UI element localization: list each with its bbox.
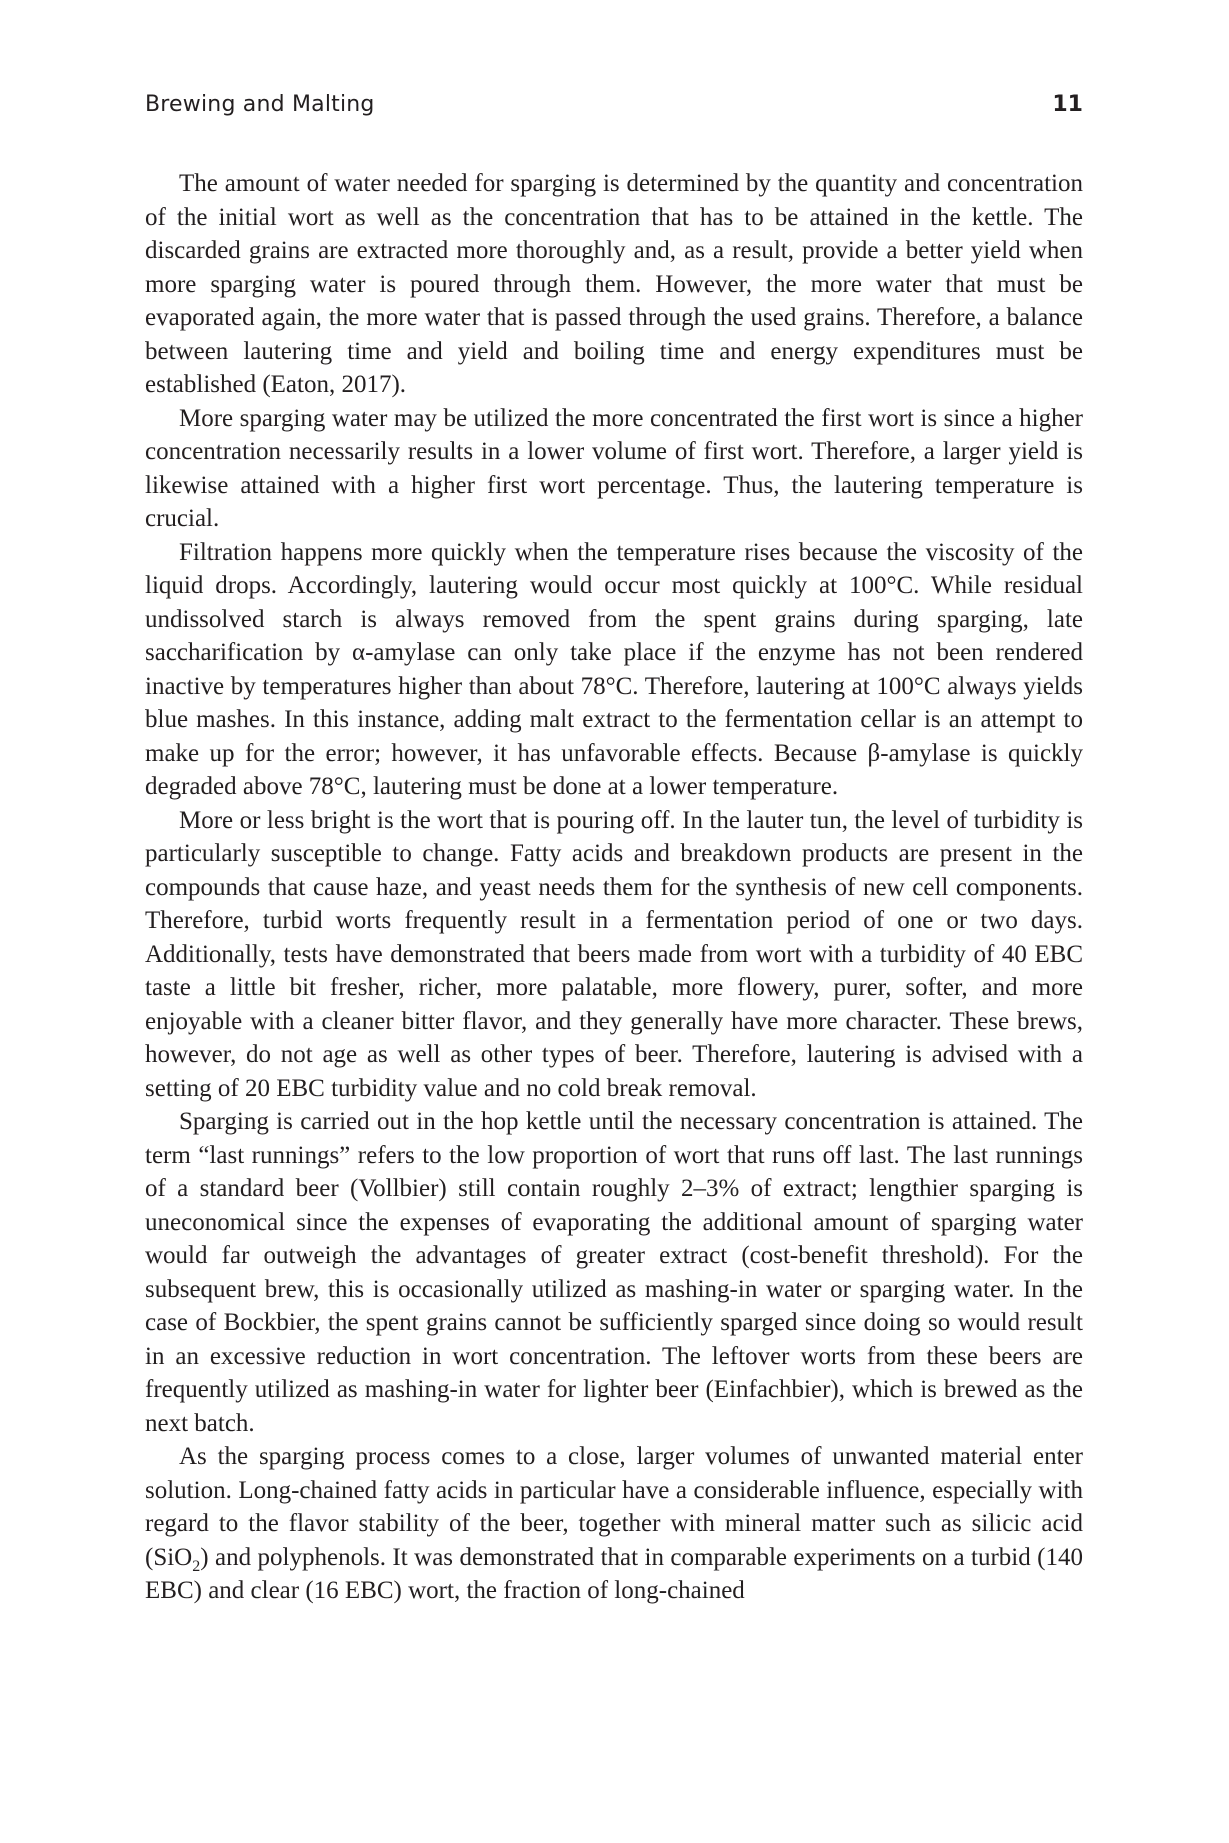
text-segment: ) and polyphenols. It was demonstrated that in comparable experiments on a turbid (140 EBC) and clear (16 EBC) wort, the fraction of long-chained [145,1543,1083,1604]
page-number: 11 [1052,92,1083,117]
paragraph: More sparging water may be utilized the more concentrated the first wort is since a higher concentration necessarily results in a lower volume of first wort. Therefore, a larger yield is likewise attained with a higher first wort percentage. Thus, the lautering temperature is crucial. [145,404,1083,532]
paragraph: The amount of water needed for sparging is determined by the quantity and concentration of the initial wort as well as the concentration that has to be attained in the kettle. The discarded grains are extracted more thoroughly and, as a result, provide a better yield when more sparging water is poured through them. However, the more water that must be evaporated again, the more water that is passed through the used grains. Therefore, a balance between lautering time and yield and boiling time and energy expenditures must be established (Eaton, 2017). [145,170,1083,398]
body-text [145,167,1083,1608]
paragraph-last [145,1440,1083,1608]
paragraph: Filtration happens more quickly when the temperature rises because the viscosity of the liquid drops. Accordingly, lautering would occur most quickly at 100°C. While residual undissolved starch is always removed from the spent grains during sparging, late saccharification by α-amylase can only take place if the enzyme has not been rendered inactive by temperatures higher than about 78°C. Therefore, lautering at 100°C always yields blue mashes. In this instance, adding malt extract to the fermentation cellar is an attempt to make up for the error; however, it has unfavorable effects. Because β-amylase is quickly degraded above 78°C, lautering must be done at a lower temperature. [145,538,1083,800]
running-title: Brewing and Malting [145,92,375,117]
subscript: 2 [192,1557,201,1575]
text-segment: As the sparging process comes to a close, larger volumes of unwanted material enter solution. Long-chained fatty acids in particular have a considerable influence, especially with regard to the flavor stability of the beer, together with mineral matter such as silicic acid (SiO [145,1443,1083,1571]
paragraph: More or less bright is the wort that is pouring off. In the lauter tun, the level of turbidity is particularly susceptible to change. Fatty acids and breakdown products are present in the compounds that cause haze, and yeast needs them for the synthesis of new cell components. Therefore, turbid worts frequently result in a fermentation period of one or two days. Additionally, tests have demonstrated that beers made from wort with a turbidity of 40 EBC taste a little bit fresher, richer, more palatable, more flowery, purer, softer, and more enjoyable with a cleaner bitter flavor, and they generally have more character. These brews, however, do not age as well as other types of beer. Therefore, lautering is advised with a setting of 20 EBC turbidity value and no cold break removal. [145,806,1083,1102]
paragraph: Sparging is carried out in the hop kettle until the necessary concentration is attained. The term “last runnings” refers to the low proportion of wort that runs off last. The last runnings of a standard beer (Vollbier) still contain roughly 2–3% of extract; lengthier sparging is uneconomical since the expenses of evaporating the additional amount of sparging water would far outweigh the advantages of greater extract (cost-benefit threshold). For the subsequent brew, this is occasionally utilized as mashing-in water or sparging water. In the case of Bockbier, the spent grains cannot be sufficiently sparged since doing so would result in an excessive reduction in wort concentration. The leftover worts from these beers are frequently utilized as mashing-in water for lighter beer (Einfachbier), which is brewed as the next batch. [145,1108,1083,1437]
running-head [145,92,1083,124]
